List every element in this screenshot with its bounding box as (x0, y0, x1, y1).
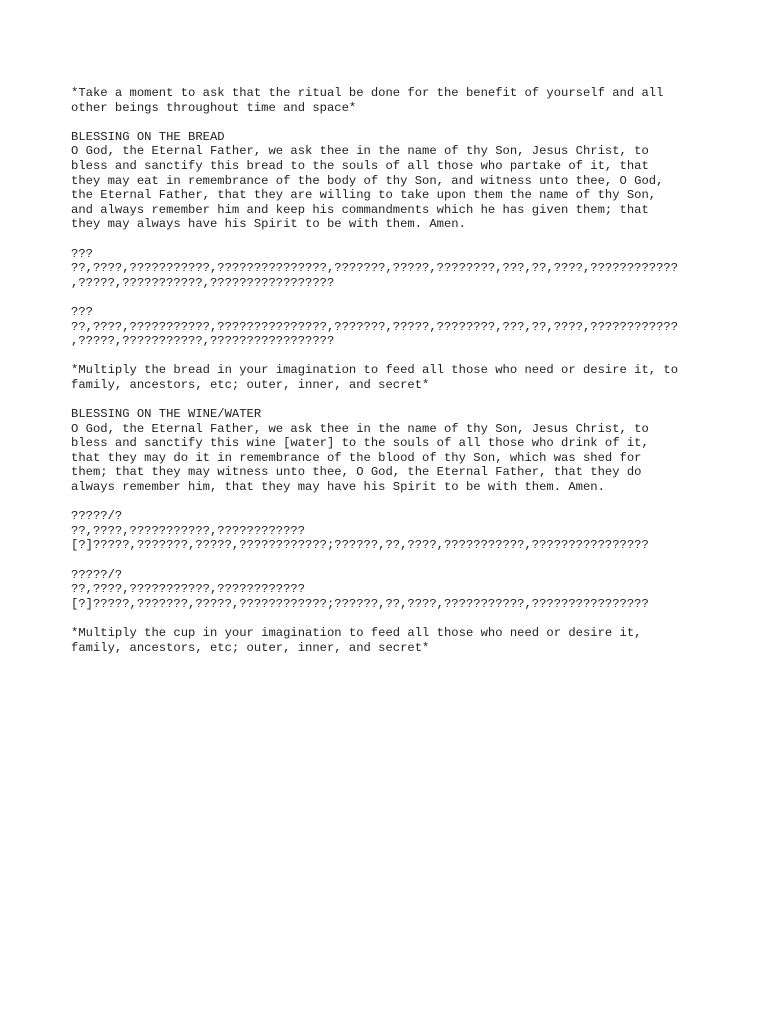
text-line: [?]?????,???????,?????,????????????;??????,??,????,???????????,???????????????? (71, 538, 649, 553)
text-line: family, ancestors, etc; outer, inner, and secret* (71, 640, 430, 655)
text-line: other beings throughout time and space* (71, 100, 357, 115)
text-line: *Take a moment to ask that the ritual be done for the benefit of yourself and all (71, 86, 664, 100)
text-line: they may always have his Spirit to be with them. Amen. (71, 217, 466, 232)
text-line: and always remember him and keep his commandments which he has given them; that (71, 202, 649, 217)
text-line: family, ancestors, etc; outer, inner, and secret* (71, 377, 430, 392)
spacer (71, 392, 711, 407)
text-line: that they may do it in remembrance of the blood of thy Son, which was shed for (71, 450, 642, 465)
text-line: they may eat in remembrance of the body of thy Son, and witness unto thee, O God, (71, 173, 664, 188)
text-line: O God, the Eternal Father, we ask thee in the name of thy Son, Jesus Christ, to (71, 421, 649, 436)
bread-encoded-block-2 (71, 305, 711, 349)
text-line: ??,????,???????????,???????????? (71, 523, 306, 538)
text-line: [?]?????,???????,?????,????????????;??????,??,????,???????????,???????????????? (71, 596, 649, 611)
wine-encoded-block-1 (71, 509, 711, 553)
spacer (71, 290, 711, 305)
spacer (71, 115, 711, 130)
wine-encoded-block-2 (71, 568, 711, 612)
text-line: ??,????,???????????,???????????????,???????,?????,????????,???,??,????,???????????? (71, 319, 679, 334)
document-page (71, 86, 711, 655)
text-line: ?????/? (71, 509, 123, 524)
text-line: ,?????,???????????,????????????????? (71, 334, 335, 349)
text-line: bless and sanctify this wine [water] to the souls of all those who drink of it, (71, 436, 649, 451)
spacer (71, 349, 711, 364)
text-line: them; that they may witness unto thee, O God, the Eternal Father, that they do (71, 465, 642, 480)
text-line: the Eternal Father, that they are willing to take upon them the name of thy Son, (71, 188, 657, 203)
text-line: *Multiply the bread in your imagination to feed all those who need or desire it, to (71, 363, 679, 378)
text-line: ??,????,???????????,???????????????,???????,?????,????????,???,??,????,???????????? (71, 261, 679, 276)
text-line: ??? (71, 246, 93, 261)
wine-heading: BLESSING ON THE WINE/WATER (71, 407, 262, 422)
text-line: bless and sanctify this bread to the souls of all those who partake of it, that (71, 158, 649, 173)
bread-heading: BLESSING ON THE BREAD (71, 129, 225, 144)
spacer (71, 553, 711, 568)
bread-section (71, 130, 711, 232)
text-line: O God, the Eternal Father, we ask thee in the name of thy Son, Jesus Christ, to (71, 144, 649, 159)
bread-encoded-block-1 (71, 247, 711, 291)
text-line: ??,????,???????????,???????????? (71, 582, 306, 597)
bread-multiply-note (71, 363, 711, 392)
cup-multiply-note (71, 626, 711, 655)
spacer (71, 232, 711, 247)
spacer (71, 611, 711, 626)
text-line: *Multiply the cup in your imagination to feed all those who need or desire it, (71, 625, 642, 640)
text-line: always remember him, that they may have his Spirit to be with them. Amen. (71, 480, 605, 495)
intro-paragraph (71, 86, 711, 115)
text-line: ??? (71, 304, 93, 319)
spacer (71, 495, 711, 510)
text-line: ,?????,???????????,????????????????? (71, 275, 335, 290)
wine-section (71, 407, 711, 495)
text-line: ?????/? (71, 567, 123, 582)
